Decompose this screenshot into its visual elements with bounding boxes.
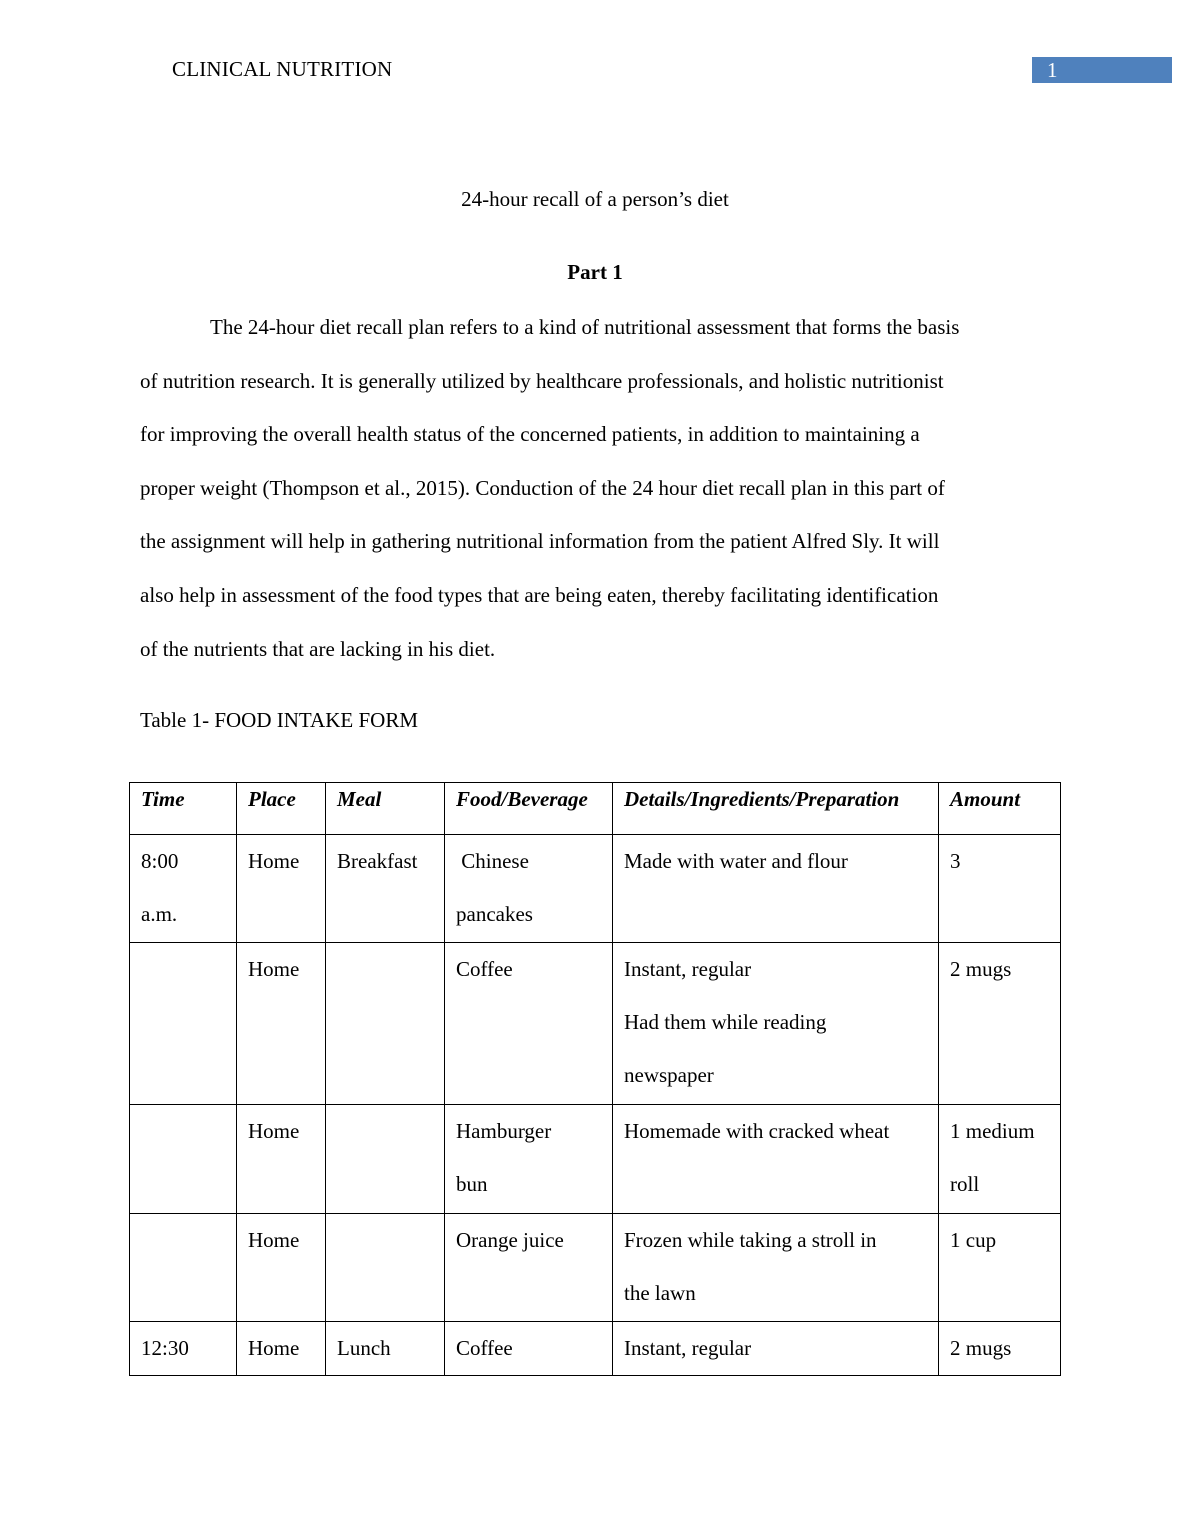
cell-food bbox=[445, 835, 613, 943]
cell-details bbox=[613, 943, 939, 1105]
cell-meal bbox=[326, 1214, 445, 1322]
cell-text: Chinese bbox=[456, 849, 529, 873]
paragraph-line: also help in assessment of the food types that are being eaten, thereby facilitating identification bbox=[140, 582, 939, 607]
cell-details bbox=[613, 1214, 939, 1322]
cell-text: Hamburger bbox=[456, 1119, 552, 1143]
cell-text: a.m. bbox=[141, 902, 178, 926]
cell-place bbox=[237, 1214, 326, 1322]
body-paragraph bbox=[140, 301, 1050, 676]
header-meal: Meal bbox=[326, 783, 445, 835]
cell-food bbox=[445, 943, 613, 1105]
cell-food bbox=[445, 1322, 613, 1376]
cell-text: Instant, regular bbox=[624, 957, 752, 981]
paragraph-line: the assignment will help in gathering nutritional information from the patient Alfred Sly. It will bbox=[140, 529, 940, 554]
cell-place bbox=[237, 835, 326, 943]
header-time: Time bbox=[130, 783, 237, 835]
cell-food bbox=[445, 1105, 613, 1214]
cell-time bbox=[130, 1105, 237, 1214]
table-row bbox=[130, 943, 1061, 1105]
cell-amount bbox=[939, 943, 1061, 1105]
cell-text: 3 bbox=[950, 849, 961, 873]
cell-text: Homemade with cracked wheat bbox=[624, 1119, 890, 1143]
cell-details bbox=[613, 1322, 939, 1376]
cell-time bbox=[130, 1214, 237, 1322]
cell-text: 2 mugs bbox=[950, 957, 1012, 981]
cell-text: Made with water and flour bbox=[624, 849, 848, 873]
cell-place bbox=[237, 1322, 326, 1376]
cell-text: Home bbox=[248, 1228, 300, 1252]
paragraph-line: proper weight (Thompson et al., 2015). Conduction of the 24 hour diet recall plan in this part of bbox=[140, 475, 945, 500]
cell-place bbox=[237, 943, 326, 1105]
cell-text: 1 cup bbox=[950, 1228, 997, 1252]
table-header-row bbox=[130, 783, 1061, 835]
paragraph-line: for improving the overall health status of the concerned patients, in addition to maintaining a bbox=[140, 422, 920, 447]
cell-text: pancakes bbox=[456, 902, 533, 926]
header-amount: Amount bbox=[939, 783, 1061, 835]
cell-text: 1 medium bbox=[950, 1119, 1035, 1143]
document-title: 24-hour recall of a person’s diet bbox=[461, 187, 729, 211]
cell-details bbox=[613, 835, 939, 943]
cell-meal bbox=[326, 835, 445, 943]
cell-text: newspaper bbox=[624, 1063, 714, 1087]
table-caption: Table 1- FOOD INTAKE FORM bbox=[140, 708, 418, 732]
paragraph-line: of nutrition research. It is generally utilized by healthcare professionals, and holistic nutritionist bbox=[140, 368, 944, 393]
cell-text: Coffee bbox=[456, 957, 513, 981]
cell-text: Coffee bbox=[456, 1336, 513, 1360]
cell-text: Lunch bbox=[337, 1336, 391, 1360]
cell-time bbox=[130, 835, 237, 943]
table-row bbox=[130, 835, 1061, 943]
cell-text: Home bbox=[248, 1336, 300, 1360]
cell-text: Home bbox=[248, 1119, 300, 1143]
cell-text: 12:30 bbox=[141, 1336, 189, 1360]
cell-meal bbox=[326, 1105, 445, 1214]
paragraph-line: of the nutrients that are lacking in his diet. bbox=[140, 636, 496, 661]
cell-time bbox=[130, 1322, 237, 1376]
table-row bbox=[130, 1322, 1061, 1376]
header-place: Place bbox=[237, 783, 326, 835]
cell-text: Home bbox=[248, 957, 300, 981]
page-number: 1 bbox=[1032, 57, 1172, 83]
header-details: Details/Ingredients/Preparation bbox=[613, 783, 939, 835]
cell-text: Frozen while taking a stroll in bbox=[624, 1228, 877, 1252]
cell-text: Orange juice bbox=[456, 1228, 564, 1252]
cell-text: roll bbox=[950, 1172, 980, 1196]
cell-amount bbox=[939, 835, 1061, 943]
cell-meal bbox=[326, 1322, 445, 1376]
header-food-beverage: Food/Beverage bbox=[445, 783, 613, 835]
cell-text: Instant, regular bbox=[624, 1336, 752, 1360]
cell-text: Home bbox=[248, 849, 300, 873]
food-intake-table bbox=[129, 782, 1061, 1376]
cell-text: 8:00 bbox=[141, 849, 179, 873]
cell-text: bun bbox=[456, 1172, 488, 1196]
paragraph-line: The 24-hour diet recall plan refers to a kind of nutritional assessment that forms the basis bbox=[210, 315, 960, 339]
cell-text: Had them while reading bbox=[624, 1010, 827, 1034]
table-row bbox=[130, 1105, 1061, 1214]
cell-text: 2 mugs bbox=[950, 1336, 1012, 1360]
cell-amount bbox=[939, 1214, 1061, 1322]
cell-text: the lawn bbox=[624, 1281, 696, 1305]
part-heading: Part 1 bbox=[567, 260, 623, 284]
cell-time bbox=[130, 943, 237, 1105]
cell-meal bbox=[326, 943, 445, 1105]
running-header-title: CLINICAL NUTRITION bbox=[172, 57, 393, 81]
cell-food bbox=[445, 1214, 613, 1322]
cell-details bbox=[613, 1105, 939, 1214]
table-row bbox=[130, 1214, 1061, 1322]
cell-place bbox=[237, 1105, 326, 1214]
cell-amount bbox=[939, 1322, 1061, 1376]
cell-text: Breakfast bbox=[337, 849, 418, 873]
cell-amount bbox=[939, 1105, 1061, 1214]
